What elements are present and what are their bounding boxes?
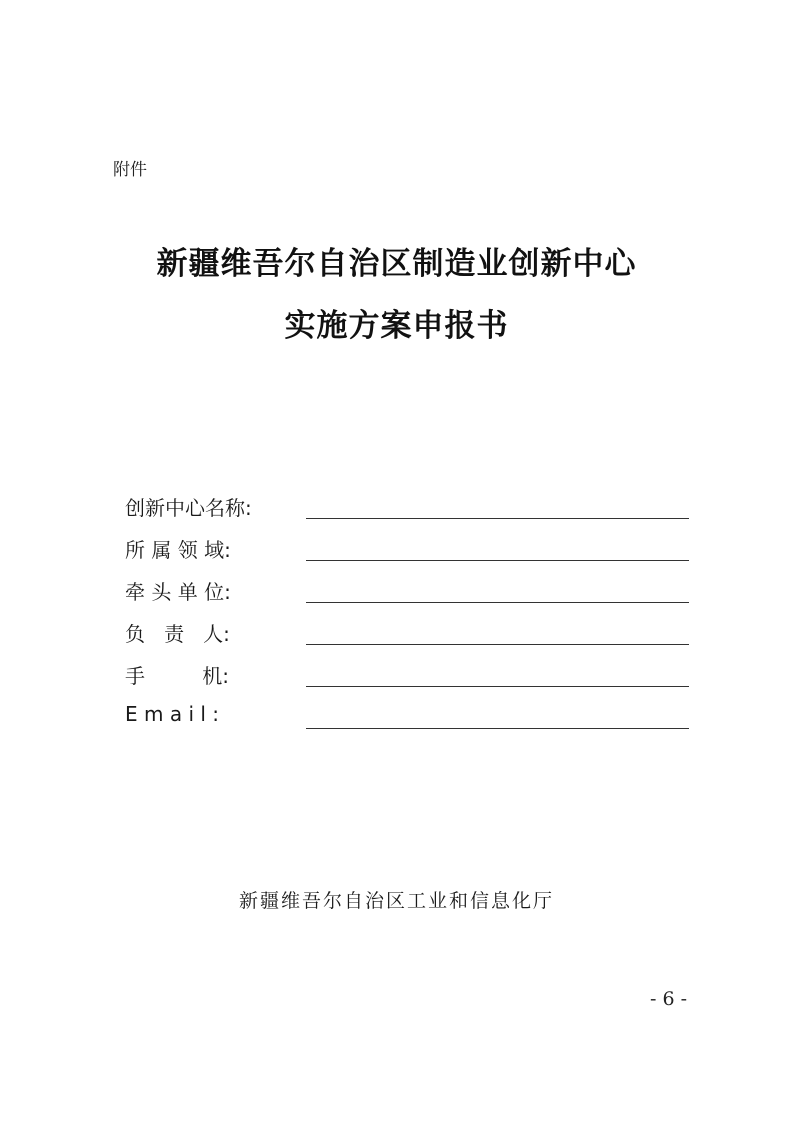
- form-row-center-name: [125, 488, 695, 530]
- center-name-field[interactable]: [306, 518, 689, 519]
- form-row-contact-person: [125, 614, 695, 656]
- mobile-field[interactable]: [306, 686, 689, 687]
- lead-unit-field[interactable]: [306, 602, 689, 603]
- domain-label: 所 属 领 域:: [125, 538, 231, 562]
- form-row-lead-unit: [125, 572, 695, 614]
- domain-field[interactable]: [306, 560, 689, 561]
- mobile-label: 手 机:: [125, 664, 229, 688]
- form-row-domain: [125, 530, 695, 572]
- email-label: E m a i l :: [125, 702, 220, 726]
- contact-person-field[interactable]: [306, 644, 689, 645]
- application-form: [125, 488, 695, 740]
- form-row-mobile: [125, 656, 695, 698]
- form-row-email: [125, 698, 695, 740]
- email-field[interactable]: [306, 728, 689, 729]
- attachment-label: 附件: [113, 160, 147, 180]
- document-title-line-2: 实施方案申报书: [284, 308, 509, 344]
- page-number: - 6 -: [650, 988, 688, 1010]
- lead-unit-label: 牵 头 单 位:: [125, 580, 231, 604]
- center-name-label: 创新中心名称:: [125, 496, 252, 520]
- issuing-authority: 新疆维吾尔自治区工业和信息化厅: [238, 890, 554, 912]
- contact-person-label: 负 责 人:: [125, 622, 230, 646]
- document-title-line-1: 新疆维吾尔自治区制造业创新中心: [156, 246, 637, 282]
